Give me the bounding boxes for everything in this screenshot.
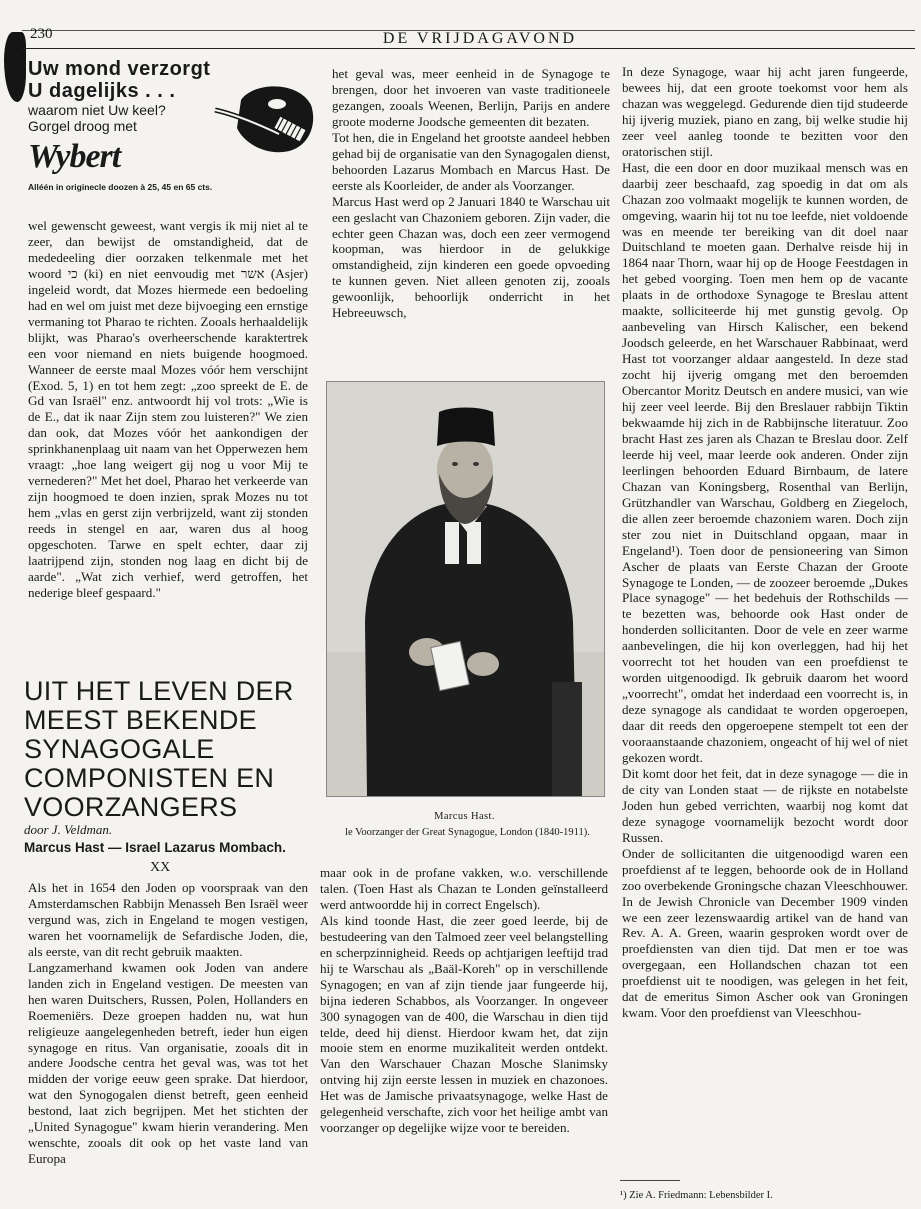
ad-headline-1: Uw mond verzorgt <box>28 58 211 80</box>
paragraph: het geval was, meer eenheid in de Synagoge te brengen, door het invoeren van vaste traditioneele gezangen, zooals Weenen, Berlijn, Parijs en andere groote moderne Joodsche gemeenten dit bezaten. <box>332 66 610 129</box>
column-1-bottom <box>28 880 308 1167</box>
footnote-rule <box>620 1180 680 1181</box>
photo-caption-description: le Voorzanger der Great Synagogue, London (1840-1911). <box>345 827 590 838</box>
paragraph: Onder de sollicitanten die uitgenoodigd waren een proefdienst af te leggen, behoorde ook de in Holland zoo overbekende Groningsche chazan Vleeschhouwer. In de Jewish Chronicle van December 1909 vinden we een zeer lezenswaardig artikel van de hand van Rev. A. A. Green, waarin gesproken wordt over de proefdiensten van dien tijd. Dat men er toe was overgegaan, een Hollandschen chazan tot een proefdienst uit te noodigen, was gelegen in het feit, dat de emeritus Simon Ascher ook van Groningen kwam. Voor den proefdienst van Vleeschhou- <box>622 845 908 1021</box>
paragraph: Als kind toonde Hast, die zeer goed leerde, bij de bestudeering van den Talmoed zeer veel belangstelling en scherpzinnigheid. Reeds op achtjarigen leeftijd trad hij te Warschau als „Baäl-Koreh" op in verschillende Synagogen; en van af zijn tiende jaar fungeerde hij, bijna iederen Schabbos, als Voorzanger. In ongeveer 300 synagogen van de 400, die Warschau in dien tijd telde, deed hij dienst. Hierdoor kwam het, dat zijn mooie stem en enorme muzikaliteit werden ontdekt. Van den Warschauer Chazan Mosche Slanimsky ontving hij zijn eerste lessen in muziek en chazonoes. Het was de Jamische privaatsynagoge, welke Hast de gelegenheid verschafte, zich voor het heilige ambt van voorzanger op degelijke wijze voor te bereiden. <box>320 912 608 1136</box>
paragraph: Als het in 1654 den Joden op voorspraak van den Amsterdamschen Rabbijn Menasseh Ben Israël weer vergund was, zich in Engeland te mogen vestigen, waren het voornamelijk de Sefardische Joden, die, als eerste, van dit recht gebruik maakten. <box>28 880 308 959</box>
column-2-bottom <box>320 865 608 1136</box>
page-header <box>0 0 921 50</box>
ad-headline-2: U dagelijks . . . <box>28 80 176 102</box>
paragraph: maar ook in de profane vakken, w.o. verschillende talen. (Toen Hast als Chazan te Londen geïnstalleerd werd antwoordde hij in correct Engelsch). <box>320 865 608 912</box>
column-2-top <box>332 66 610 321</box>
ad-line-4: Gorgel droog met <box>28 118 137 134</box>
column-1-top <box>28 218 308 601</box>
article-byline: door J. Veldman. <box>24 822 113 837</box>
paragraph: Marcus Hast werd op 2 Januari 1840 te Warschau uit een geslacht van Chazoniem geboren. Zijn vader, die echter geen Chazan was, doch een zeer vermogend koopman, was hierdoor in de gelukkige omstandigheid, zijn kinderen een goede opvoeding te kunnen geven. Niet alleen genoten zij, zooals gewoonlijk, behoorlijk onderricht in het Hebreeuwsch, <box>332 193 610 321</box>
ink-smudge <box>4 32 26 102</box>
page-number: 230 <box>30 26 53 42</box>
column-3 <box>622 64 908 1021</box>
masthead: DE VRIJDAGAVOND <box>382 30 578 47</box>
portrait-of-marcus-hast <box>327 382 604 796</box>
photo-caption-name: Marcus Hast. <box>434 811 495 822</box>
footnote: ¹) Zie A. Friedmann: Lebensbilder I. <box>620 1190 773 1201</box>
ad-brand-logo: Wybert <box>28 138 121 175</box>
paragraph: Langzamerhand kwamen ook Joden van andere landen zich in Engeland vestigen. De meesten van hen waren Duitschers, Russen, Polen, Hollanders en Roemeniërs. Deze groepen hadden nu, wat hun religieuze aangelegenheden betreft, ieder hun eigen synagoge en ritus. Van organisatie, zooals dit in andere Joodsche centra het geval was, was tot het midden der vorige eeuw geen sprake. Dat hierdoor, wat den Synogogalen dienst betreft, geen eenheid bestond, laat zich begrijpen. Met het stichten der „United Synagogue" kwam hierin verandering. Men wenschte, zooals dit ook op het vaste land van Europa <box>28 959 308 1167</box>
ad-small-print: Alléén in originecle doozen à 25, 45 en 65 cts. <box>28 182 213 192</box>
paragraph: Hast, die een door en door muzikaal mensch was en daarbij zeer beschaafd, zag spoedig in dat om als Chazan zoo volmaakt mogelijk te kunnen worden, de omgeving, waarin hij tot nu toe leefde, niet voldoende was en meende ter bereiking van dit doel naar Duitschland te moeten gaan. Derhalve reisde hij in 1864 naar Thorn, waar hij op de Hooge Feestdagen in het gebed voorging. Toen men hem op de vacante plaats in de orthodoxe Synagoge te Breslau attent maakte, solliciteerde hij met gunstig gevolg. Op aanbeveling van Hirsch Kalischer, een bekend Joodsch geleerde, en het Warschauer Rabbinaat, werd Hast tot voorzanger aldaar aangesteld. In deze stad zocht hij ijverig omgang met den beroemden Obercantor Moritz Deutsch en andere musici, van wie hij zeer veel leerde. Bij den Breslauer rabbijn Tiktin bekwaamde hij zich in de Rabbijnsche literatuur. Zoo bracht Hast zes jaren als Chazan te Breslau door. Zelf leerde hij veel, maar leerde ook anderen. Onder zijn leerlingen behoorden Eduard Birnbaum, de latere Chazan van Koningsberg, Rosenthal van Berlijn, Grützhandler van Warschau, Goldberg en Ziegeloch, die allen zeer beroemde chazoniem waren. Doch zijn ster zou niet in Duitschland opgaan, maar in Engeland¹). Toen door de pensioneering van Simon Ascher de plaats van Eerste Chazan der Groote Synagoge te Londen, — de zoozeer beroemde „Dukes Place synagoge" — het bedehuis der Rothschilds — te bezetten was, behoorde ook Hast onder de honderden sollicitanten. Door de vele en zeer warme aanbevelingen, die hij kon overleggen, had hij het voorrecht tot het houden van een proefdienst te worden uitgenoodigd. Ik gebruik daarom het woord „voorrecht", omdat het inderdaad een voorrecht is, in deze synagoge als candidaat te worden opgeroepen, daar dit reeds den opgeroepene stempelt tot een der vooraanstaande chazoniem, ongeacht of hij wel of niet gekozen wordt. <box>622 159 908 765</box>
paragraph: In deze Synagoge, waar hij acht jaren fungeerde, bewees hij, dat een groote toekomst voor hem als chazan was weggelegd. Gedurende dien tijd studeerde hij ijverig muziek, piano en zang, bij welke studie hij zeer veel aanleg toonde te bezitten voor den oratorischen stijl. <box>622 64 908 159</box>
paragraph: Tot hen, die in Engeland het grootste aandeel hebben gehad bij de organisatie van den Synagogalen dienst, behoorden Lazarus Mombach en Marcus Hast. De eerste als Koorleider, de ander als Voorzanger. <box>332 129 610 193</box>
mouth-toothbrush-icon <box>213 80 318 160</box>
article-subtitle: Marcus Hast — Israel Lazarus Mombach. <box>24 840 286 855</box>
wybert-advertisement <box>28 58 308 208</box>
article-part-number: XX <box>150 860 171 875</box>
ad-line-3: waarom niet Uw keel? <box>28 102 166 118</box>
header-rule <box>22 48 915 49</box>
portrait-photo <box>326 381 605 797</box>
article-title: UIT HET LEVEN DER MEEST BEKENDE SYNAGOGALE COMPONISTEN EN VOORZANGERS <box>24 676 294 822</box>
paragraph: Dit komt door het feit, dat in deze synagoge — die in de city van Londen staat — de rijkste en notabelste Joden hun gebed verrichten, waarbij nog komt dat deze synagoge voornamelijk bezocht wordt door Russen. <box>622 765 908 845</box>
paragraph: wel gewenscht geweest, want vergis ik mij niet al te zeer, dan bewijst de omstandigheid, dat de mededeeling dier oorzaken telkenmale met het woord כי (ki) en niet eenvoudig met אשר (Asjer) ingeleid wordt, dat Mozes hiermede een bedoeling had en wel om juist met deze bijvoeging een ernstige vermaning tot Pharao te richten. Zooals herhaaldelijk blijkt, was Pharao's overheerschende karaktertrek een voor niemand en niets buigende hoogmoed. Wanneer de eerste maal Mozes vóór hem verschijnt (Exod. 5, 1) en tot hem zegt: „zoo spreekt de E. de Gd van Israël" enz. antwoordt hij vol trots: „Wie is de E., dat ik naar Zijn stem zou luisteren?" We zien dan ook, dat Mozes vóór het aankondigen der sprinkhanenplaag uit naam van het Opperwezen hem vraagt: „hoe lang weigert gij nog u voor Mij te vernederen?" Met het doel, Pharao het verkeerde van zijn hoogmoed te doen inzien, sprak Mozes nu tot hem „vlas en gerst zijn verbrijzeld, want zij stonden reeds in stengel en aar, waren dus al hoog opgeschoten. Tarwe en spelt echter, daar zij laatrijpend zijn, stonden nog laag en dicht bij de aarde". „Wat zich verhief, werd getroffen, het nederige bleef gespaard." <box>28 218 308 600</box>
